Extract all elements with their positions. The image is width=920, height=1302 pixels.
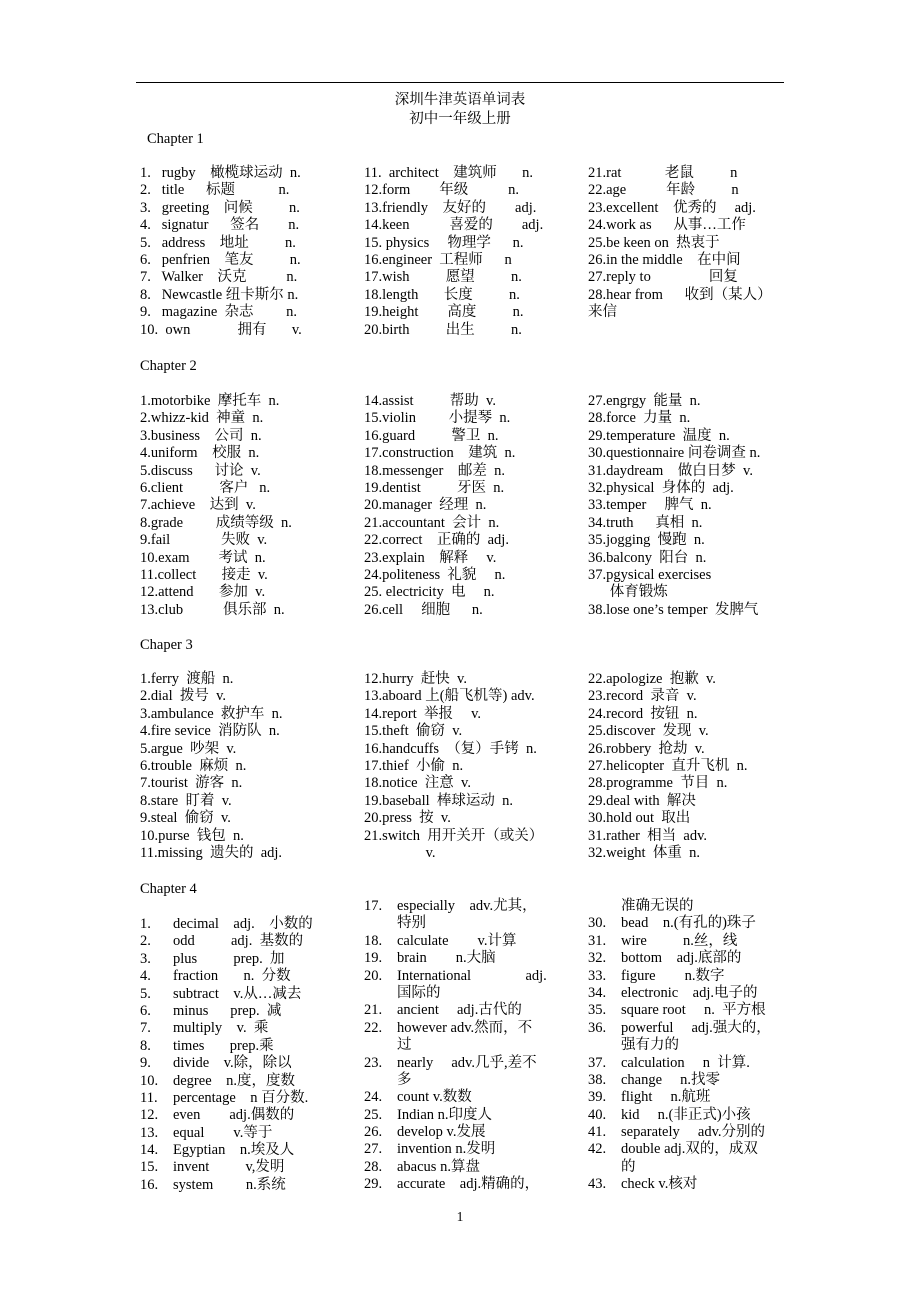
vocab-entry <box>364 898 564 915</box>
vocab-entry: 17.thief 小偷 n. <box>364 757 464 774</box>
vocab-entry <box>364 1037 564 1054</box>
entry-number: 40. <box>588 1106 607 1123</box>
vocab-entry <box>364 1159 564 1176</box>
entry-number: 36. <box>588 1019 607 1036</box>
vocab-entry: 5.argue 吵架 v. <box>140 740 237 757</box>
entry-number: 11. <box>140 1089 158 1106</box>
entry-text: especially adv.尤其， <box>397 898 537 914</box>
vocab-entry <box>588 1159 788 1176</box>
entry-number: 31. <box>588 932 607 949</box>
vocab-entry: 22.correct 正确的 adj. <box>364 532 509 549</box>
entry-number: 27. <box>364 1141 383 1158</box>
vocab-entry: 19.dentist 牙医 n. <box>364 479 505 496</box>
entry-text: times prep.乘 <box>173 1037 274 1054</box>
entry-number: 8. <box>140 1037 151 1054</box>
vocab-entry <box>588 933 788 950</box>
entry-number: 14. <box>140 1142 159 1159</box>
vocab-entry: 5.discuss 讨论 v. <box>140 462 261 479</box>
vocab-entry: 1. rugby 橄榄球运动 n. <box>140 165 301 181</box>
vocab-entry: 16.engineer 工程师 n <box>364 251 512 268</box>
vocab-entry: 25.be keen on 热衷于 <box>588 234 720 251</box>
entry-number: 2. <box>140 933 151 950</box>
entry-number: 7. <box>140 1020 151 1037</box>
vocab-entry <box>140 1107 340 1124</box>
vocab-entry: 25. electricity 电 n. <box>364 584 495 601</box>
header-rule <box>136 82 784 83</box>
entry-number: 18. <box>364 932 383 949</box>
entry-text: system n.系统 <box>173 1176 286 1193</box>
vocab-entry <box>588 1055 788 1072</box>
vocab-entry: 24.record 按钮 n. <box>588 705 698 722</box>
vocab-entry: 2.dial 拨号 v. <box>140 688 227 705</box>
vocab-entry: 10.purse 钱包 n. <box>140 827 244 844</box>
vocab-entry: 32.physical 身体的 adj. <box>588 479 734 496</box>
chapter-2-column-3 <box>588 393 760 619</box>
entry-number: 33. <box>588 967 607 984</box>
vocab-entry <box>364 985 564 1002</box>
vocab-entry <box>588 950 788 967</box>
entry-text: 特别 <box>397 915 426 932</box>
entry-text: kid n.(非正式)小孩 <box>621 1106 751 1123</box>
vocab-entry: 21.accountant 会计 n. <box>364 514 500 531</box>
vocab-entry: 7.tourist 游客 n. <box>140 775 243 792</box>
vocab-entry: 26.in the middle 在中间 <box>588 251 741 268</box>
vocab-entry: 来信 <box>588 304 617 321</box>
document-title: 深圳牛津英语单词表 <box>394 92 526 108</box>
vocab-entry: 3.ambulance 救护车 n. <box>140 705 283 722</box>
entry-number: 6. <box>140 1002 151 1019</box>
vocab-entry: 12.form 年级 n. <box>364 182 520 199</box>
entry-text: subtract v.从…减去 <box>173 985 302 1002</box>
entry-text: figure n.数字 <box>621 967 725 984</box>
vocab-entry: 13.club 俱乐部 n. <box>140 601 285 618</box>
vocab-entry: 12.hurry 赶快 v. <box>364 671 467 687</box>
vocab-entry <box>140 1090 340 1107</box>
vocab-entry: 18.notice 注意 v. <box>364 775 471 792</box>
entry-number: 34. <box>588 984 607 1001</box>
entry-text: square root n. 平方根 <box>621 1002 766 1019</box>
entry-number: 24. <box>364 1089 383 1106</box>
chapter-1-column-3 <box>588 165 772 322</box>
vocab-entry: 15.violin 小提琴 n. <box>364 410 511 427</box>
entry-text: double adj.双的，成双 <box>621 1141 758 1158</box>
chapter-4-heading: Chapter 4 <box>140 881 197 897</box>
entry-number: 16. <box>140 1176 159 1193</box>
vocab-entry: 4. signatur 签名 n. <box>140 217 300 234</box>
vocab-entry: 14.assist 帮助 v. <box>364 393 496 409</box>
entry-text: ancient adj.古代的 <box>397 1002 522 1019</box>
entry-number: 21. <box>364 1002 383 1019</box>
vocab-entry: 23.explain 解释 v. <box>364 549 497 566</box>
vocab-entry <box>364 933 564 950</box>
entry-text: 准确无误的 <box>621 898 694 914</box>
entry-text: International adj. <box>397 967 547 984</box>
vocab-entry <box>364 1072 564 1089</box>
vocab-entry <box>588 1107 788 1124</box>
entry-text: percentage n 百分数. <box>173 1089 309 1106</box>
vocab-entry <box>364 1124 564 1141</box>
vocab-entry: 6.trouble 麻烦 n. <box>140 757 247 774</box>
entry-number: 43. <box>588 1176 607 1193</box>
vocab-entry: 1.ferry 渡船 n. <box>140 671 234 687</box>
vocab-entry <box>588 1037 788 1054</box>
vocab-entry: 9.fail 失败 v. <box>140 532 268 549</box>
vocab-entry <box>140 968 340 985</box>
chapter-2-column-1 <box>140 393 292 619</box>
entry-text: invention n.发明 <box>397 1141 496 1158</box>
vocab-entry <box>140 1073 340 1090</box>
entry-text: change n.找零 <box>621 1071 721 1088</box>
vocab-entry: 3.business 公司 n. <box>140 427 262 444</box>
vocab-entry: 18.messenger 邮差 n. <box>364 462 505 479</box>
chapter-3-heading: Chaper 3 <box>140 637 193 653</box>
vocab-entry: 29.temperature 温度 n. <box>588 427 730 444</box>
vocab-entry: 5. address 地址 n. <box>140 234 296 251</box>
entry-text: fraction n. 分数 <box>173 968 291 985</box>
vocab-entry <box>364 1107 564 1124</box>
entry-text: electronic adj.电子的 <box>621 984 758 1001</box>
vocab-entry: 20.press 按 v. <box>364 810 451 827</box>
vocab-entry: 26.cell 细胞 n. <box>364 601 483 618</box>
vocab-entry: 22.apologize 抱歉 v. <box>588 671 716 687</box>
entry-text: 国际的 <box>397 984 441 1001</box>
vocab-entry: 11.missing 遗失的 adj. <box>140 844 283 861</box>
entry-text: plus prep. 加 <box>173 950 285 967</box>
vocab-entry: 16.guard 警卫 n. <box>364 427 499 444</box>
entry-text: decimal adj. 小数的 <box>173 916 313 932</box>
vocab-entry <box>140 986 340 1003</box>
vocab-entry: 体育锻炼 <box>588 584 668 601</box>
vocab-entry <box>140 1055 340 1072</box>
vocab-entry: 2.whizz-kid 神童 n. <box>140 410 264 427</box>
vocab-entry <box>140 1177 340 1194</box>
vocab-entry: 13.aboard 上(船飞机等) adv. <box>364 688 535 705</box>
entry-text: 的 <box>621 1158 636 1175</box>
vocab-entry: 34.truth 真相 n. <box>588 514 703 531</box>
entry-number: 39. <box>588 1089 607 1106</box>
entry-number: 29. <box>364 1176 383 1193</box>
vocab-entry: 20.birth 出生 n. <box>364 321 522 338</box>
entry-number: 15. <box>140 1159 159 1176</box>
vocab-entry <box>588 1176 788 1193</box>
entry-number: 13. <box>140 1124 159 1141</box>
vocab-entry <box>588 1072 788 1089</box>
entry-text: brain n.大脑 <box>397 950 496 967</box>
entry-text: flight n.航班 <box>621 1089 711 1106</box>
vocab-entry: 38.lose one’s temper 发脾气 <box>588 601 759 618</box>
vocab-entry: 22.age 年龄 n <box>588 182 739 199</box>
chapter-3-column-2 <box>364 671 543 862</box>
vocab-entry <box>588 1124 788 1141</box>
vocab-entry <box>140 1038 340 1055</box>
entry-number: 22. <box>364 1019 383 1036</box>
entry-number: 12. <box>140 1107 159 1124</box>
entry-text: however adv.然而，不 <box>397 1019 533 1036</box>
entry-number: 9. <box>140 1055 151 1072</box>
entry-number: 10. <box>140 1072 159 1089</box>
vocab-entry <box>588 1089 788 1106</box>
entry-number: 35. <box>588 1002 607 1019</box>
chapter-4-column-2 <box>364 898 564 1194</box>
entry-text: divide v.除，除以 <box>173 1055 292 1072</box>
vocab-entry <box>140 916 340 933</box>
entry-text: check v.核对 <box>621 1176 698 1193</box>
entry-text: wire n.丝，线 <box>621 932 738 949</box>
vocab-entry <box>364 915 564 932</box>
vocab-entry: 14.report 举报 v. <box>364 705 482 722</box>
entry-number: 26. <box>364 1124 383 1141</box>
vocab-entry: 12.attend 参加 v. <box>140 584 266 601</box>
vocab-entry: 35.jogging 慢跑 n. <box>588 532 705 549</box>
vocab-entry: 31.rather 相当 adv. <box>588 827 708 844</box>
vocab-entry <box>588 915 788 932</box>
vocab-entry: 30.hold out 取出 <box>588 810 691 827</box>
vocab-entry: 19.height 高度 n. <box>364 304 524 321</box>
entry-number: 28. <box>364 1158 383 1175</box>
vocab-entry: 10. own 拥有 v. <box>140 321 302 338</box>
entry-text: powerful adj.强大的， <box>621 1019 771 1036</box>
entry-text: invent v,发明 <box>173 1159 285 1176</box>
vocab-entry <box>364 1141 564 1158</box>
vocab-entry: 15. physics 物理学 n. <box>364 234 524 251</box>
entry-text: minus prep. 减 <box>173 1002 282 1019</box>
vocab-entry: 37.pgysical exercises <box>588 566 712 583</box>
vocab-entry <box>588 1002 788 1019</box>
vocab-entry: 27.engrgy 能量 n. <box>588 393 701 409</box>
entry-text: multiply v. 乘 <box>173 1020 269 1037</box>
entry-text: calculation n 计算. <box>621 1054 750 1071</box>
chapter-1-column-1 <box>140 165 302 339</box>
document-subtitle: 初中一年级上册 <box>409 111 511 127</box>
vocab-entry <box>588 898 788 915</box>
vocab-entry: 28.force 力量 n. <box>588 410 691 427</box>
vocab-entry: 27.helicopter 直升飞机 n. <box>588 757 748 774</box>
vocab-entry: 2. title 标题 n. <box>140 182 290 199</box>
vocab-entry: 29.deal with 解决 <box>588 792 696 809</box>
chapter-3-column-1 <box>140 671 283 862</box>
chapter-2-heading: Chapter 2 <box>140 358 197 374</box>
vocab-entry: 11. architect 建筑师 n. <box>364 165 533 181</box>
entry-text: Indian n.印度人 <box>397 1106 493 1123</box>
vocab-entry: 4.uniform 校服 n. <box>140 445 260 462</box>
vocab-entry: 17.wish 愿望 n. <box>364 269 522 286</box>
vocab-entry: 36.balcony 阳台 n. <box>588 549 707 566</box>
vocab-entry <box>364 1055 564 1072</box>
vocab-entry: 4.fire sevice 消防队 n. <box>140 723 280 740</box>
entry-number: 37. <box>588 1054 607 1071</box>
vocab-entry <box>140 1125 340 1142</box>
entry-text: odd adj. 基数的 <box>173 933 304 950</box>
vocab-entry: 23.excellent 优秀的 adj. <box>588 199 756 216</box>
vocab-entry: 13.friendly 友好的 adj. <box>364 199 537 216</box>
vocab-entry: 23.record 录音 v. <box>588 688 697 705</box>
entry-number: 3. <box>140 950 151 967</box>
vocab-entry: 16.handcuffs （复）手铐 n. <box>364 740 537 757</box>
vocab-entry: 15.theft 偷窃 v. <box>364 723 463 740</box>
vocab-entry: 20.manager 经理 n. <box>364 497 487 514</box>
vocab-entry: 18.length 长度 n. <box>364 286 520 303</box>
vocab-entry: 21.switch 用开关开（或关） <box>364 827 544 844</box>
vocab-entry: 7. Walker 沃克 n. <box>140 269 298 286</box>
vocab-entry: 14.keen 喜爱的 adj. <box>364 217 544 234</box>
vocab-entry: 8.grade 成绩等级 n. <box>140 514 292 531</box>
vocab-entry <box>140 1142 340 1159</box>
chapter-1-heading: Chapter 1 <box>147 131 204 147</box>
vocab-entry: 33.temper 脾气 n. <box>588 497 712 514</box>
entry-number: 5. <box>140 985 151 1002</box>
vocab-entry: 24.politeness 礼貌 n. <box>364 566 506 583</box>
entry-number: 4. <box>140 968 151 985</box>
vocab-entry: 3. greeting 问候 n. <box>140 199 300 216</box>
entry-text: accurate adj.精确的， <box>397 1176 540 1193</box>
vocab-entry: 9.steal 偷窃 v. <box>140 810 231 827</box>
vocab-entry: 28.programme 节目 n. <box>588 775 728 792</box>
vocab-entry <box>140 1003 340 1020</box>
vocab-entry <box>140 951 340 968</box>
entry-number: 25. <box>364 1106 383 1123</box>
vocab-entry <box>364 1020 564 1037</box>
vocab-entry: 17.construction 建筑 n. <box>364 445 516 462</box>
vocab-entry <box>364 1089 564 1106</box>
chapter-4-column-1 <box>140 916 340 1194</box>
entry-text: 多 <box>397 1071 412 1088</box>
vocab-entry: 25.discover 发现 v. <box>588 723 709 740</box>
entry-text: count v.数数 <box>397 1089 472 1106</box>
vocab-entry: 6. penfrien 笔友 n. <box>140 251 301 268</box>
vocab-entry: 7.achieve 达到 v. <box>140 497 256 514</box>
vocab-entry: v. <box>364 844 436 861</box>
vocab-entry: 9. magazine 杂志 n. <box>140 304 298 321</box>
entry-text: abacus n.算盘 <box>397 1158 480 1175</box>
entry-number: 32. <box>588 950 607 967</box>
vocab-entry: 28.hear from 收到（某人） <box>588 286 772 303</box>
entry-number: 20. <box>364 967 383 984</box>
vocab-entry: 30.questionnaire 问卷调查 n. <box>588 445 761 462</box>
chapter-1-column-2 <box>364 165 543 339</box>
entry-text: 强有力的 <box>621 1037 679 1054</box>
vocab-entry <box>364 950 564 967</box>
vocab-entry: 32.weight 体重 n. <box>588 844 700 861</box>
vocab-entry: 8.stare 盯着 v. <box>140 792 232 809</box>
chapter-2-column-2 <box>364 393 515 619</box>
vocab-entry: 27.reply to 回复 <box>588 269 738 286</box>
vocab-entry: 8. Newcastle 纽卡斯尔 n. <box>140 286 299 303</box>
entry-text: calculate v.计算 <box>397 932 517 949</box>
entry-number: 38. <box>588 1071 607 1088</box>
chapter-3-column-3 <box>588 671 747 862</box>
vocab-entry: 31.daydream 做白日梦 v. <box>588 462 753 479</box>
vocab-entry: 10.exam 考试 n. <box>140 549 266 566</box>
vocab-entry <box>588 1141 788 1158</box>
vocab-entry <box>588 1020 788 1037</box>
chapter-4-column-3 <box>588 898 788 1194</box>
entry-number: 1. <box>140 916 151 932</box>
vocab-entry: 24.work as 从事…工作 <box>588 217 746 234</box>
vocab-entry: 11.collect 接走 v. <box>140 566 268 583</box>
entry-number: 41. <box>588 1124 607 1141</box>
vocab-entry <box>364 1176 564 1193</box>
entry-number: 42. <box>588 1141 607 1158</box>
entry-number: 30. <box>588 915 607 932</box>
entry-text: nearly adv.几乎,差不 <box>397 1054 537 1071</box>
entry-text: degree n.度，度数 <box>173 1072 296 1089</box>
vocab-entry <box>588 968 788 985</box>
entry-number: 19. <box>364 950 383 967</box>
entry-number: 23. <box>364 1054 383 1071</box>
entry-text: equal v.等于 <box>173 1124 273 1141</box>
entry-text: develop v.发展 <box>397 1124 486 1141</box>
vocab-entry: 1.motorbike 摩托车 n. <box>140 393 280 409</box>
entry-text: separately adv.分别的 <box>621 1124 766 1141</box>
vocab-entry <box>588 985 788 1002</box>
entry-text: 过 <box>397 1037 412 1054</box>
vocab-entry <box>364 968 564 985</box>
vocab-entry: 26.robbery 抢劫 v. <box>588 740 705 757</box>
vocab-entry: 21.rat 老鼠 n <box>588 165 738 181</box>
vocab-entry <box>140 1020 340 1037</box>
entry-text: even adj.偶数的 <box>173 1107 295 1124</box>
page-number: 1 <box>456 1209 464 1224</box>
vocab-entry <box>140 933 340 950</box>
vocab-entry <box>364 1002 564 1019</box>
vocab-entry: 6.client 客户 n. <box>140 479 271 496</box>
entry-text: bead n.(有孔的)珠子 <box>621 915 756 932</box>
vocab-entry <box>140 1159 340 1176</box>
entry-text: bottom adj.底部的 <box>621 950 742 967</box>
entry-text: Egyptian n.埃及人 <box>173 1142 295 1159</box>
entry-number: 17. <box>364 898 383 914</box>
vocab-entry: 19.baseball 棒球运动 n. <box>364 792 514 809</box>
